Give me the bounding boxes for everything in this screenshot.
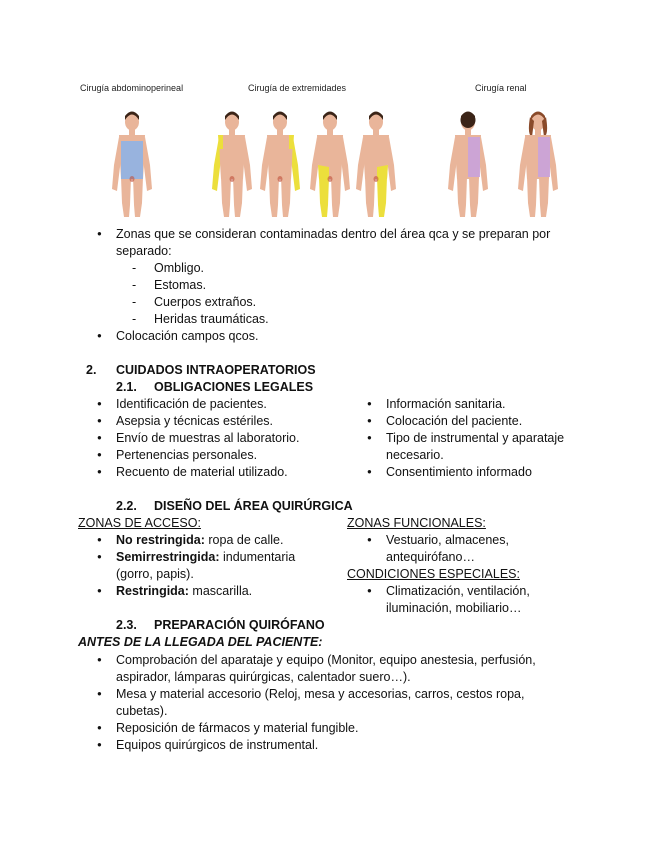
subsection-title: DISEÑO DEL ÁREA QUIRÚRGICA bbox=[154, 499, 353, 513]
list-item: ● Consentimiento informado bbox=[386, 465, 532, 480]
figure-abdominoperineal bbox=[112, 112, 152, 218]
list-item: ● Reposición de fármacos y material fungible. bbox=[116, 721, 358, 736]
list-item: ● Pertenencias personales. bbox=[116, 448, 257, 463]
list-item: ● Identificación de pacientes. bbox=[116, 397, 267, 412]
figure-arm-left bbox=[260, 112, 300, 218]
subsection-number: 2.3. bbox=[116, 618, 137, 632]
list-item: ● Asepsia y técnicas estériles. bbox=[116, 414, 273, 429]
list-item: ● Recuento de material utilizado. bbox=[116, 465, 288, 480]
figure-arm-right bbox=[212, 112, 252, 218]
subsection-number: 2.2. bbox=[116, 499, 137, 513]
surgical-zones-illustration bbox=[0, 105, 655, 220]
heading-zonas-acceso: ZONAS DE ACCESO: bbox=[78, 516, 201, 530]
list-item: ● No restringida: ropa de calle. bbox=[116, 533, 283, 548]
figure-leg-left bbox=[356, 112, 396, 218]
list-item: ● Semirrestringida: indumentaria bbox=[116, 550, 295, 565]
caption-extremidades: Cirugía de extremidades bbox=[248, 83, 347, 93]
list-item: ● Colocación del paciente. bbox=[386, 414, 522, 429]
heading-zonas-funcionales: ZONAS FUNCIONALES: bbox=[347, 516, 486, 530]
list-item-cont: aspirador, lámparas quirúrgicas, calentador suero…). bbox=[116, 670, 411, 684]
list-item: ● Restringida: mascarilla. bbox=[116, 584, 252, 599]
subsection-number: 2.1. bbox=[116, 380, 137, 394]
section-title: CUIDADOS INTRAOPERATORIOS bbox=[116, 363, 316, 377]
figure-renal-back bbox=[448, 112, 488, 218]
list-item-cont: antequirófano… bbox=[386, 550, 475, 564]
subsection-title: PREPARACIÓN QUIRÓFANO bbox=[154, 618, 325, 632]
figure-renal-front bbox=[518, 112, 558, 218]
list-item: ● Climatización, ventilación, bbox=[386, 584, 530, 599]
subsection-title: OBLIGACIONES LEGALES bbox=[154, 380, 314, 394]
list-item-cont: necesario. bbox=[386, 448, 444, 462]
subheading-antes-llegada: ANTES DE LA LLEGADA DEL PACIENTE: bbox=[78, 635, 323, 649]
list-item: ● Información sanitaria. bbox=[386, 397, 506, 412]
list-item: ● Envío de muestras al laboratorio. bbox=[116, 431, 299, 446]
caption-abdominoperineal: Cirugía abdominoperineal bbox=[80, 83, 184, 93]
figure-leg-right bbox=[310, 112, 350, 218]
heading-condiciones: CONDICIONES ESPECIALES: bbox=[347, 567, 520, 581]
list-item-cont: (gorro, papis). bbox=[116, 567, 194, 581]
list-item-campos: ● Colocación campos qcos. bbox=[116, 329, 258, 344]
list-item-contaminated-zones: ● Zonas que se consideran contaminadas dentro del área qca y se preparan por bbox=[116, 227, 550, 242]
list-item-cont: iluminación, mobiliario… bbox=[386, 601, 522, 615]
list-item: ● Vestuario, almacenes, bbox=[386, 533, 509, 548]
caption-renal: Cirugía renal bbox=[475, 83, 527, 93]
sub-item: - Cuerpos extraños. bbox=[154, 295, 256, 310]
section-number: 2. bbox=[86, 363, 97, 377]
list-item: ● Comprobación del aparataje y equipo (Monitor, equipo anestesia, perfusión, bbox=[116, 653, 536, 668]
list-item: ● Mesa y material accesorio (Reloj, mesa y accesorias, carros, cestos ropa, bbox=[116, 687, 524, 702]
list-item-contaminated-zones-cont: separado: bbox=[116, 244, 172, 258]
list-item: ● Tipo de instrumental y aparataje bbox=[386, 431, 564, 446]
sub-item: - Heridas traumáticas. bbox=[154, 312, 269, 327]
list-item-cont: cubetas). bbox=[116, 704, 168, 718]
sub-item: - Estomas. bbox=[154, 278, 206, 293]
sub-item: - Ombligo. bbox=[154, 261, 204, 276]
list-item: ● Equipos quirúrgicos de instrumental. bbox=[116, 738, 318, 753]
